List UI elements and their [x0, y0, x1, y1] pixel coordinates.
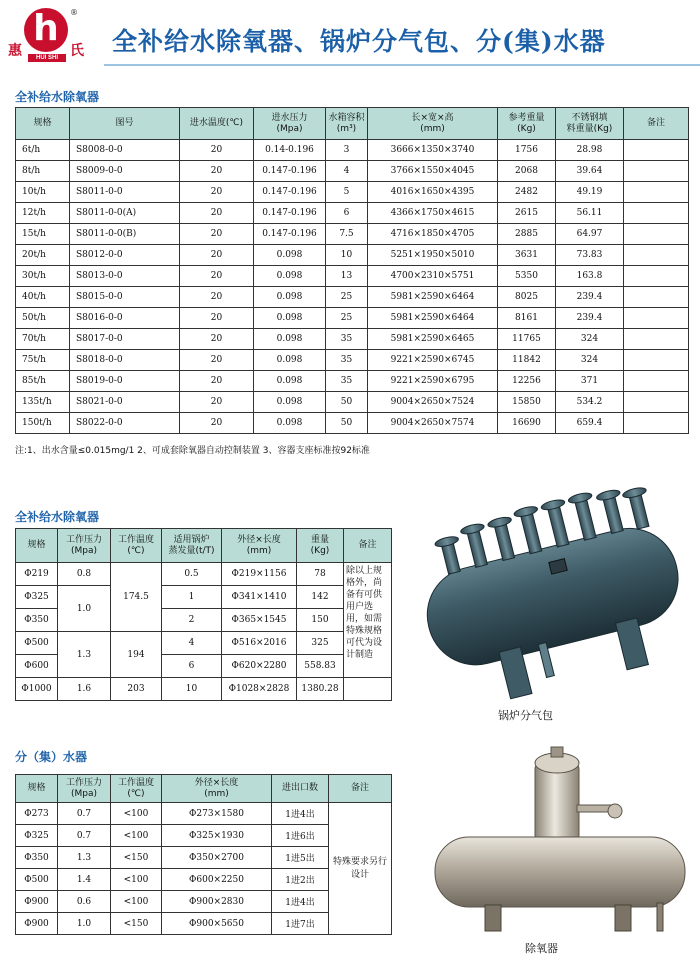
table-row: [16, 586, 392, 609]
table-cell: 20: [180, 413, 254, 434]
table-cell: 85t/h: [16, 371, 70, 392]
table-row: [16, 563, 392, 586]
table-cell: [624, 161, 689, 182]
deaerator-caption: 除氧器: [525, 942, 558, 955]
table-cell: <100: [111, 891, 162, 913]
table-cell: 9221×2590×6795: [368, 371, 498, 392]
table-cell: S8009-0-0: [70, 161, 180, 182]
table-cell: 0.147-0.196: [254, 224, 326, 245]
table-cell: 8025: [498, 287, 556, 308]
table-cell: 324: [556, 350, 624, 371]
table-cell: 20: [180, 329, 254, 350]
table-cell: 1: [162, 586, 222, 609]
table-cell: [624, 203, 689, 224]
table-cell: 0.14-0.196: [254, 140, 326, 161]
table-cell: Φ900×5650: [162, 913, 272, 935]
table-cell: 0.098: [254, 371, 326, 392]
table-cell: 28.98: [556, 140, 624, 161]
table-cell: 40t/h: [16, 287, 70, 308]
table-cell: S8013-0-0: [70, 266, 180, 287]
table-cell: 150t/h: [16, 413, 70, 434]
table-cell: S8008-0-0: [70, 140, 180, 161]
table-cell: 1.3: [58, 632, 111, 678]
table-cell: 239.4: [556, 287, 624, 308]
table-cell: 0.5: [162, 563, 222, 586]
table-cell: Φ273: [16, 803, 58, 825]
table-cell: 0.098: [254, 329, 326, 350]
table-cell: S8011-0-0(A): [70, 203, 180, 224]
column-header: 规格: [16, 775, 58, 803]
logo-char-right: 氏: [70, 43, 84, 59]
table-cell: 7.5: [326, 224, 368, 245]
table-cell: 558.83: [297, 655, 344, 678]
column-header: 规格: [16, 529, 58, 563]
table-cell: Φ325: [16, 586, 58, 609]
table-cell: 5981×2590×6464: [368, 308, 498, 329]
table-cell: [624, 308, 689, 329]
table-cell: 659.4: [556, 413, 624, 434]
column-header: 参考重量 (Kg): [498, 108, 556, 140]
table-cell: 4: [326, 161, 368, 182]
table-cell: 2615: [498, 203, 556, 224]
table-cell: 10: [162, 678, 222, 701]
table-cell: 0.147-0.196: [254, 203, 326, 224]
table-cell: Φ500: [16, 869, 58, 891]
table-cell: 0.098: [254, 287, 326, 308]
table-cell: 6: [326, 203, 368, 224]
table-cell: 20: [180, 371, 254, 392]
table-cell: 4016×1650×4395: [368, 182, 498, 203]
table-cell: 2885: [498, 224, 556, 245]
table-cell: 0.7: [58, 825, 111, 847]
page-header: [0, 0, 700, 80]
table-cell: 35: [326, 329, 368, 350]
table-cell: 75t/h: [16, 350, 70, 371]
table-cell: [624, 350, 689, 371]
table-cell: 371: [556, 371, 624, 392]
table-cell: 325: [297, 632, 344, 655]
page-title: 全补给水除氧器、锅炉分气包、分(集)水器: [112, 27, 606, 56]
table-cell: 9004×2650×7524: [368, 392, 498, 413]
table-cell: 15850: [498, 392, 556, 413]
table-cell: 0.098: [254, 308, 326, 329]
table-cell: 1756: [498, 140, 556, 161]
table-cell: Φ219×1156: [222, 563, 297, 586]
table-cell: 239.4: [556, 308, 624, 329]
table-cell: 5981×2590×6465: [368, 329, 498, 350]
table-cell: Φ350: [16, 847, 58, 869]
table-cell: 20: [180, 287, 254, 308]
table-cell: 0.7: [58, 803, 111, 825]
table-cell: 0.147-0.196: [254, 182, 326, 203]
table-cell: 1.0: [58, 913, 111, 935]
column-header: 进出口数: [272, 775, 329, 803]
table-cell: 135t/h: [16, 392, 70, 413]
table-cell: 5350: [498, 266, 556, 287]
table-cell: 324: [556, 329, 624, 350]
table-cell: [624, 413, 689, 434]
table-cell: 5251×1950×5010: [368, 245, 498, 266]
column-header: 工作压力 (Mpa): [58, 529, 111, 563]
table-cell: 6t/h: [16, 140, 70, 161]
table-cell: 0.098: [254, 350, 326, 371]
logo-char-left: 惠: [8, 43, 22, 59]
table-cell: Φ273×1580: [162, 803, 272, 825]
table-cell: Φ341×1410: [222, 586, 297, 609]
table-cell: 534.2: [556, 392, 624, 413]
table-cell: S8022-0-0: [70, 413, 180, 434]
table-cell: Φ365×1545: [222, 609, 297, 632]
column-header: 长×宽×高 (mm): [368, 108, 498, 140]
table-cell: 35: [326, 350, 368, 371]
table-cell: [624, 392, 689, 413]
table-row: [16, 224, 689, 245]
column-header: 规格: [16, 108, 70, 140]
table-cell: 20: [180, 203, 254, 224]
table-cell: Φ350×2700: [162, 847, 272, 869]
table-cell: 163.8: [556, 266, 624, 287]
table-cell: 64.97: [556, 224, 624, 245]
table-cell: 70t/h: [16, 329, 70, 350]
table-cell: 1进6出: [272, 825, 329, 847]
registered-mark: ®: [70, 8, 78, 17]
table-cell: 142: [297, 586, 344, 609]
table-cell: 20: [180, 392, 254, 413]
table-cell: S8019-0-0: [70, 371, 180, 392]
column-header: 备注: [344, 529, 392, 563]
boiler-gas-header-photo: [405, 478, 695, 703]
table-cell: 3631: [498, 245, 556, 266]
table-cell: Φ325×1930: [162, 825, 272, 847]
table-cell: 20: [180, 245, 254, 266]
table-cell: [624, 245, 689, 266]
table-cell: 3: [326, 140, 368, 161]
table-cell: 4716×1850×4705: [368, 224, 498, 245]
table-cell: 20: [180, 308, 254, 329]
table-cell: 1进4出: [272, 891, 329, 913]
table-cell: 174.5: [111, 563, 162, 632]
table-row: [16, 140, 689, 161]
table-cell: S8015-0-0: [70, 287, 180, 308]
table-cell: Φ900: [16, 891, 58, 913]
table-cell: <150: [111, 847, 162, 869]
column-header: 水箱容积 (m³): [326, 108, 368, 140]
table-cell: 49.19: [556, 182, 624, 203]
water-manifold-spec-table: [15, 774, 392, 935]
table-cell: S8011-0-0(B): [70, 224, 180, 245]
table-cell: 10t/h: [16, 182, 70, 203]
table-cell: 203: [111, 678, 162, 701]
table-cell: 1.0: [58, 586, 111, 632]
table-cell: 1进4出: [272, 803, 329, 825]
brand-logo: [8, 8, 100, 68]
logo-subtitle: HUI SHI: [28, 54, 66, 62]
column-header: 重量 (Kg): [297, 529, 344, 563]
table-cell: <100: [111, 803, 162, 825]
table-cell: Φ219: [16, 563, 58, 586]
table-cell: Φ1000: [16, 678, 58, 701]
table-cell: 8t/h: [16, 161, 70, 182]
table-cell: 10: [326, 245, 368, 266]
table-cell: Φ500: [16, 632, 58, 655]
table-footnote: 注:1、出水含量≤0.015mg/1 2、可成套除氧器自动控制装置 3、容器支座标准按92标准: [15, 446, 370, 456]
table-cell: 1.4: [58, 869, 111, 891]
table-cell: 1进2出: [272, 869, 329, 891]
table-cell: Φ1028×2828: [222, 678, 297, 701]
table-row: [16, 245, 689, 266]
table-cell: 39.64: [556, 161, 624, 182]
table-row: [16, 803, 392, 825]
table-cell: [624, 224, 689, 245]
table-cell: 194: [111, 632, 162, 678]
table-cell: 1进5出: [272, 847, 329, 869]
table-cell: 0.6: [58, 891, 111, 913]
table-cell: 4700×2310×5751: [368, 266, 498, 287]
column-header: 外径×长度 (mm): [162, 775, 272, 803]
table-row: [16, 266, 689, 287]
table-cell: 20t/h: [16, 245, 70, 266]
table-cell: [624, 182, 689, 203]
remarks-cell: [344, 678, 392, 701]
boiler-gas-header-caption: 锅炉分气包: [498, 709, 553, 722]
table-cell: 20: [180, 140, 254, 161]
table-cell: 20: [180, 266, 254, 287]
column-header: 外径×长度 (mm): [222, 529, 297, 563]
remarks-cell: 特殊要求另行设计: [329, 803, 392, 935]
table-cell: 9221×2590×6745: [368, 350, 498, 371]
table-cell: 4: [162, 632, 222, 655]
table-cell: Φ900: [16, 913, 58, 935]
table-cell: 1.3: [58, 847, 111, 869]
column-header: 不锈钢填 料重量(Kg): [556, 108, 624, 140]
table-cell: 3666×1350×3740: [368, 140, 498, 161]
table-cell: 8161: [498, 308, 556, 329]
table-cell: <100: [111, 869, 162, 891]
table-cell: [624, 287, 689, 308]
deaerator-photo: [425, 745, 695, 940]
table-cell: 35: [326, 371, 368, 392]
column-header: 适用锅炉 蒸发量(t/T): [162, 529, 222, 563]
column-header: 工作温度 (℃): [111, 529, 162, 563]
table-cell: [624, 371, 689, 392]
table-row: [16, 287, 689, 308]
table-cell: 1进7出: [272, 913, 329, 935]
table-cell: 3766×1550×4045: [368, 161, 498, 182]
table-row: [16, 632, 392, 655]
table-cell: 50: [326, 392, 368, 413]
table-cell: S8011-0-0: [70, 182, 180, 203]
column-header: 进水温度(℃): [180, 108, 254, 140]
table-row: [16, 161, 689, 182]
table-cell: 5981×2590×6464: [368, 287, 498, 308]
table-cell: 0.8: [58, 563, 111, 586]
table-cell: 11765: [498, 329, 556, 350]
table-cell: 0.098: [254, 266, 326, 287]
table-cell: 56.11: [556, 203, 624, 224]
section-title-water-manifold: 分（集）水器: [15, 750, 88, 764]
table-cell: 20: [180, 224, 254, 245]
table-row: [16, 203, 689, 224]
column-header: 进水压力 (Mpa): [254, 108, 326, 140]
table-cell: 2: [162, 609, 222, 632]
gas-header-spec-table: [15, 528, 392, 701]
table-row: [16, 182, 689, 203]
table-cell: <100: [111, 825, 162, 847]
table-cell: 25: [326, 308, 368, 329]
table-cell: 11842: [498, 350, 556, 371]
table-row: [16, 350, 689, 371]
table-cell: 150: [297, 609, 344, 632]
table-cell: 78: [297, 563, 344, 586]
table-cell: 2482: [498, 182, 556, 203]
table-cell: 13: [326, 266, 368, 287]
table-cell: Φ600: [16, 655, 58, 678]
table-cell: S8018-0-0: [70, 350, 180, 371]
table-row: [16, 678, 392, 701]
column-header: 备注: [329, 775, 392, 803]
table-cell: <150: [111, 913, 162, 935]
table-cell: Φ325: [16, 825, 58, 847]
table-cell: Φ900×2830: [162, 891, 272, 913]
column-header: 图号: [70, 108, 180, 140]
logo-emblem: h: [24, 8, 68, 52]
table-cell: 1.6: [58, 678, 111, 701]
column-header: 工作温度 (℃): [111, 775, 162, 803]
table-cell: Φ620×2280: [222, 655, 297, 678]
table-cell: Φ350: [16, 609, 58, 632]
table-cell: 5: [326, 182, 368, 203]
table-cell: 9004×2650×7574: [368, 413, 498, 434]
table-row: [16, 413, 689, 434]
table-cell: [624, 329, 689, 350]
table-row: [16, 371, 689, 392]
table-cell: 4366×1750×4615: [368, 203, 498, 224]
table-cell: 2068: [498, 161, 556, 182]
table-cell: 0.098: [254, 392, 326, 413]
table-cell: 1380.28: [297, 678, 344, 701]
column-header: 备注: [624, 108, 689, 140]
table-cell: 20: [180, 161, 254, 182]
table-row: [16, 392, 689, 413]
table-cell: [624, 140, 689, 161]
table-cell: 25: [326, 287, 368, 308]
section-title-deaerator: 全补给水除氧器: [15, 90, 100, 104]
section-title-gas-header: 全补给水除氧器: [15, 510, 100, 524]
table-cell: 6: [162, 655, 222, 678]
table-cell: 12256: [498, 371, 556, 392]
header-divider: [104, 64, 700, 66]
table-cell: Φ600×2250: [162, 869, 272, 891]
table-cell: 20: [180, 350, 254, 371]
table-cell: S8016-0-0: [70, 308, 180, 329]
table-row: [16, 329, 689, 350]
table-cell: [624, 266, 689, 287]
table-cell: 0.147-0.196: [254, 161, 326, 182]
table-cell: S8017-0-0: [70, 329, 180, 350]
column-header: 工作压力 (Mpa): [58, 775, 111, 803]
table-cell: 73.83: [556, 245, 624, 266]
table-cell: 50: [326, 413, 368, 434]
table-cell: 50t/h: [16, 308, 70, 329]
table-cell: Φ516×2016: [222, 632, 297, 655]
table-cell: 0.098: [254, 245, 326, 266]
table-cell: 16690: [498, 413, 556, 434]
table-cell: 20: [180, 182, 254, 203]
table-cell: 12t/h: [16, 203, 70, 224]
table-cell: 30t/h: [16, 266, 70, 287]
table-row: [16, 308, 689, 329]
table-cell: S8012-0-0: [70, 245, 180, 266]
table-cell: S8021-0-0: [70, 392, 180, 413]
deaerator-spec-table: [15, 107, 689, 434]
table-cell: 15t/h: [16, 224, 70, 245]
remarks-cell: 除以上规格外，尚备有可供用户选用，如需特殊规格可代为设计制造: [344, 563, 392, 678]
table-cell: 0.098: [254, 413, 326, 434]
